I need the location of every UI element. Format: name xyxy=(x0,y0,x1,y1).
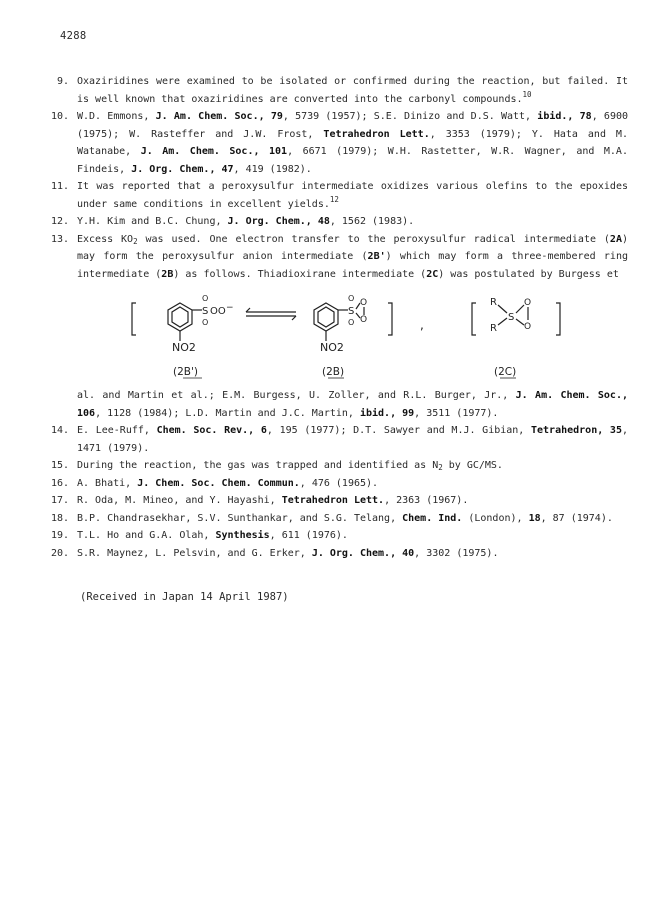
note-text: A. Bhati, xyxy=(77,477,138,489)
note-text: by GC/MS. xyxy=(442,460,503,471)
citation-source: Synthesis xyxy=(215,530,270,541)
s-atom-2b: S xyxy=(348,306,355,317)
note-number: 19. xyxy=(50,530,69,541)
note-text: , 6671 (1979); W.H. Rastetter, W.R. Wagner, and M.A. Findeis, xyxy=(77,146,628,175)
label-2c: (2C) xyxy=(494,366,517,378)
ring-o-bottom-2c: O xyxy=(524,322,532,332)
subscript: 2 xyxy=(438,463,443,472)
citation-source: J. Am. Chem. Soc., 101 xyxy=(140,146,288,157)
ring-o-top-2c: O xyxy=(524,298,532,308)
reference-note xyxy=(44,213,628,231)
negative-charge: − xyxy=(226,303,234,313)
note-number: 11. xyxy=(50,181,69,192)
nitro-group-2b-prime: NO2 xyxy=(172,341,196,354)
r-group-top: R xyxy=(490,297,497,308)
citation-source: ibid., 78 xyxy=(537,111,592,122)
citation-source: Tetrahedron, 35 xyxy=(531,425,622,436)
superscript-ref: 10 xyxy=(522,89,532,99)
note-text: During the reaction, the gas was trapped and identified as N xyxy=(77,460,439,471)
s-atom-2b-prime: S xyxy=(202,306,209,317)
o-bottom-2b-prime: O xyxy=(202,318,209,327)
note-text: , 1128 (1984); L.D. Martin and J.C. Martin, xyxy=(95,407,360,419)
citation-source: J. Am. Chem. Soc., 79 xyxy=(155,111,283,122)
citation-source: ibid., 99 xyxy=(359,407,415,419)
reference-note xyxy=(44,108,628,178)
ring-o-1-2b: O xyxy=(360,298,368,308)
notes-list-continued xyxy=(44,387,628,562)
note-number: 10. xyxy=(50,111,69,122)
nitro-group-2b: NO2 xyxy=(320,341,344,354)
note-number: 12. xyxy=(50,216,69,227)
note-text: , 6900 (1975); W. Rasteffer and J.W. Frost, xyxy=(77,111,629,140)
separator-comma: , xyxy=(420,318,424,332)
citation-source: Tetrahedron Lett. xyxy=(281,495,385,506)
note-text: , 476 (1965). xyxy=(299,477,379,489)
citation-source: J. Am. Chem. Soc., 106 xyxy=(77,390,628,419)
citation-source: Tetrahedron Lett. xyxy=(323,128,430,140)
note-text: , 1471 (1979). xyxy=(77,425,628,454)
note-text: T.L. Ho and G.A. Olah, xyxy=(77,530,216,541)
label-2b: (2B) xyxy=(322,366,345,378)
note-text: , 87 (1974). xyxy=(540,512,613,524)
o-top-2b: O xyxy=(348,294,355,303)
note-text: , 2363 (1967). xyxy=(384,495,469,506)
reference-note xyxy=(44,475,628,493)
left-bracket-open xyxy=(132,303,136,335)
subscript: 2 xyxy=(133,236,138,246)
note-text: S.R. Maynez, L. Pelsvin, and G. Erker, xyxy=(77,547,312,559)
benzene-ring-2b xyxy=(314,303,338,331)
right-bracket-close xyxy=(556,303,560,335)
citation-source: 2B' xyxy=(367,251,386,262)
reference-note xyxy=(44,492,628,510)
reference-notes xyxy=(44,73,628,562)
note-number: 13. xyxy=(50,233,69,245)
citation-source: 18 xyxy=(528,512,541,524)
right-bracket-open xyxy=(472,303,476,335)
reference-note xyxy=(44,73,628,108)
note-number: 16. xyxy=(50,477,69,489)
note-text: Oxaziridines were examined to be isolated or confirmed during the reaction, but failed. It is well known that oxaziridines are converted into the carbonyl compounds. xyxy=(77,76,628,105)
note-text: W.D. Emmons, xyxy=(77,111,156,122)
citation-source: Chem. Ind. xyxy=(402,512,463,524)
citation-source: J. Org. Chem., 40 xyxy=(311,547,415,559)
label-2b-prime: (2B') xyxy=(173,366,198,378)
peroxy-anion-label: OO xyxy=(210,306,226,317)
note-number: 15. xyxy=(50,460,69,471)
reference-note xyxy=(44,422,628,457)
note-text: , 3511 (1977). xyxy=(414,407,499,419)
note-text: E. Lee-Ruff, xyxy=(77,425,157,436)
note-text: , 1562 (1983). xyxy=(329,216,415,227)
reference-note xyxy=(44,457,628,475)
ring-o-2-2b: O xyxy=(360,315,368,325)
note-text: Y.H. Kim and B.C. Chung, xyxy=(77,216,228,227)
citation-source: J. Org. Chem., 47 xyxy=(131,163,234,175)
citation-source: 2A xyxy=(609,233,622,245)
reference-note xyxy=(44,231,628,284)
note-text: ) which may form a three-membered ring intermediate ( xyxy=(77,251,628,280)
received-date: (Received in Japan 14 April 1987) xyxy=(80,591,289,603)
reference-note xyxy=(44,527,628,545)
sulfur-atom-2c: S xyxy=(508,312,515,323)
note-text: R. Oda, M. Mineo, and Y. Hayashi, xyxy=(77,495,282,506)
citation-source: J. Org. Chem., 48 xyxy=(227,216,330,227)
citation-source: 2C xyxy=(426,268,439,280)
note-number: 9. xyxy=(56,76,69,87)
reference-note xyxy=(44,178,628,213)
note-text: ) was postulated by Burgess et xyxy=(438,268,619,280)
note-text: was used. One electron transfer to the peroxysulfur radical intermediate ( xyxy=(137,233,610,245)
reference-note xyxy=(44,387,628,422)
note-text: , 419 (1982). xyxy=(233,163,312,175)
notes-list xyxy=(44,73,628,283)
superscript-ref: 12 xyxy=(329,194,339,204)
note-text: , 195 (1977); D.T. Sawyer and M.J. Gibian, xyxy=(266,425,531,436)
structure-figure xyxy=(44,285,628,381)
note-text: B.P. Chandrasekhar, S.V. Sunthankar, and S.G. Telang, xyxy=(77,512,403,524)
reference-note xyxy=(44,545,628,563)
note-number: 14. xyxy=(50,425,69,436)
citation-source: 2B xyxy=(161,268,174,280)
note-text: , 3302 (1975). xyxy=(414,547,499,559)
note-text: Excess KO xyxy=(77,233,134,245)
note-text: ) may form the peroxysulfur anion intermediate ( xyxy=(77,233,628,262)
reference-note xyxy=(44,510,628,528)
left-bracket-close xyxy=(388,303,392,335)
equilibrium-arrow xyxy=(246,308,296,320)
note-text: ) as follows. Thiadioxirane intermediate ( xyxy=(173,268,427,280)
o-bottom-2b: O xyxy=(348,318,355,327)
note-text: (London), xyxy=(462,512,529,524)
r-group-bottom: R xyxy=(490,323,497,334)
note-text: al. and Martin et al.; E.M. Burgess, U. Zoller, and R.L. Burger, Jr., xyxy=(77,390,516,401)
note-text: , 3353 (1979); Y. Hata and M. Watanabe, xyxy=(77,128,628,157)
note-number: 18. xyxy=(50,512,69,524)
benzene-ring-2b-prime xyxy=(168,303,192,331)
note-number: 17. xyxy=(50,495,69,506)
citation-source: Chem. Soc. Rev., 6 xyxy=(156,425,267,436)
note-text: , 5739 (1957); S.E. Dinizo and D.S. Watt, xyxy=(282,111,538,122)
note-text: , 611 (1976). xyxy=(269,530,348,541)
citation-source: J. Chem. Soc. Chem. Commun. xyxy=(137,477,300,489)
note-text: It was reported that a peroxysulfur intermediate oxidizes various olefins to the epoxides under same conditions in excellent yields. xyxy=(77,181,628,210)
note-number: 20. xyxy=(50,547,69,559)
chemical-structures xyxy=(44,285,628,381)
page-number: 4288 xyxy=(60,30,87,42)
o-top-2b-prime: O xyxy=(202,294,209,303)
